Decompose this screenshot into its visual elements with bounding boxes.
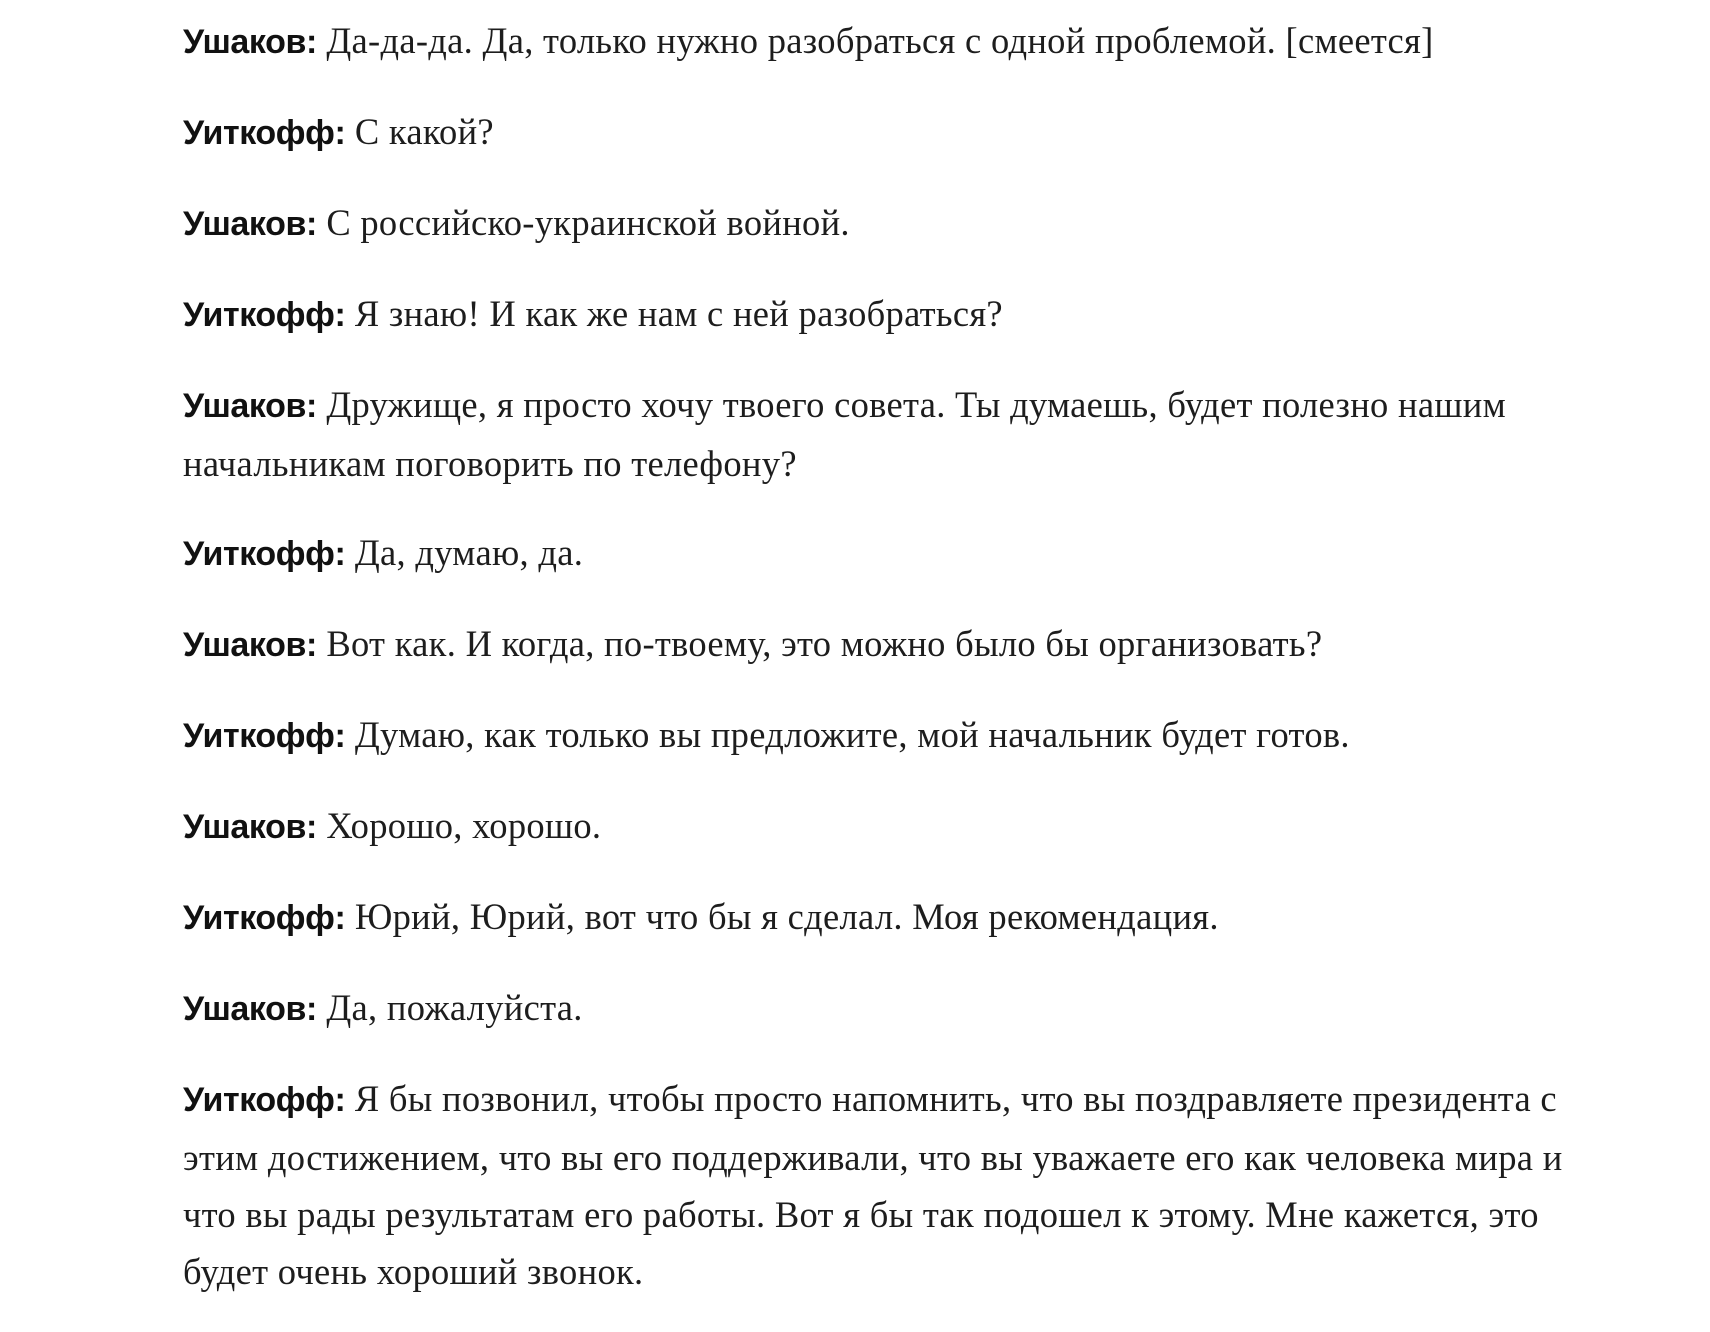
transcript: [183, 12, 1563, 1332]
dialogue-line: [183, 524, 1563, 583]
speaker-name: Ушаков:: [183, 205, 317, 243]
speaker-name: Уиткофф:: [183, 717, 346, 755]
speaker-name: Уиткофф:: [183, 535, 346, 573]
dialogue-text: Думаю, как только вы предложите, мой начальник будет готов.: [354, 714, 1350, 755]
speaker-name: Уиткофф:: [183, 1081, 346, 1119]
dialogue-text: Вот как. И когда, по-твоему, это можно было бы организовать?: [326, 623, 1323, 664]
speaker-name: Ушаков:: [183, 626, 317, 664]
dialogue-line: [183, 797, 1563, 856]
speaker-name: Ушаков:: [183, 387, 317, 425]
speaker-name: Ушаков:: [183, 23, 317, 61]
dialogue-text: Юрий, Юрий, вот что бы я сделал. Моя рекомендация.: [354, 896, 1219, 937]
dialogue-text: С российско-украинской войной.: [326, 202, 850, 243]
speaker-name: Уиткофф:: [183, 899, 346, 937]
dialogue-line: [183, 888, 1563, 947]
dialogue-line: [183, 194, 1563, 253]
dialogue-text: Дружище, я просто хочу твоего совета. Ты думаешь, будет полезно нашим начальникам поговорить по телефону?: [183, 384, 1506, 484]
speaker-name: Ушаков:: [183, 808, 317, 846]
dialogue-text: Да, пожалуйста.: [326, 987, 583, 1028]
dialogue-line: [183, 103, 1563, 162]
dialogue-line: [183, 12, 1563, 71]
dialogue-line: [183, 615, 1563, 674]
dialogue-line: [183, 706, 1563, 765]
dialogue-text: Да, думаю, да.: [354, 532, 584, 573]
dialogue-text: Я бы позвонил, чтобы просто напомнить, что вы поздравляете президента с этим достижением, что вы его поддерживали, что вы уважаете его как человека мира и что вы рады результатам его работы. Вот я бы так подошел к этому. Мне кажется, это будет очень хороший звонок.: [183, 1078, 1563, 1292]
speaker-name: Ушаков:: [183, 990, 317, 1028]
dialogue-text: С какой?: [354, 111, 494, 152]
dialogue-line: [183, 1070, 1563, 1300]
dialogue-line: [183, 285, 1563, 344]
dialogue-line: [183, 376, 1563, 492]
dialogue-line: [183, 979, 1563, 1038]
dialogue-text: Да-да-да. Да, только нужно разобраться с одной проблемой. [смеется]: [326, 20, 1434, 61]
dialogue-text: Хорошо, хорошо.: [326, 805, 602, 846]
speaker-name: Уиткофф:: [183, 296, 346, 334]
dialogue-text: Я знаю! И как же нам с ней разобраться?: [354, 293, 1003, 334]
speaker-name: Уиткофф:: [183, 114, 346, 152]
